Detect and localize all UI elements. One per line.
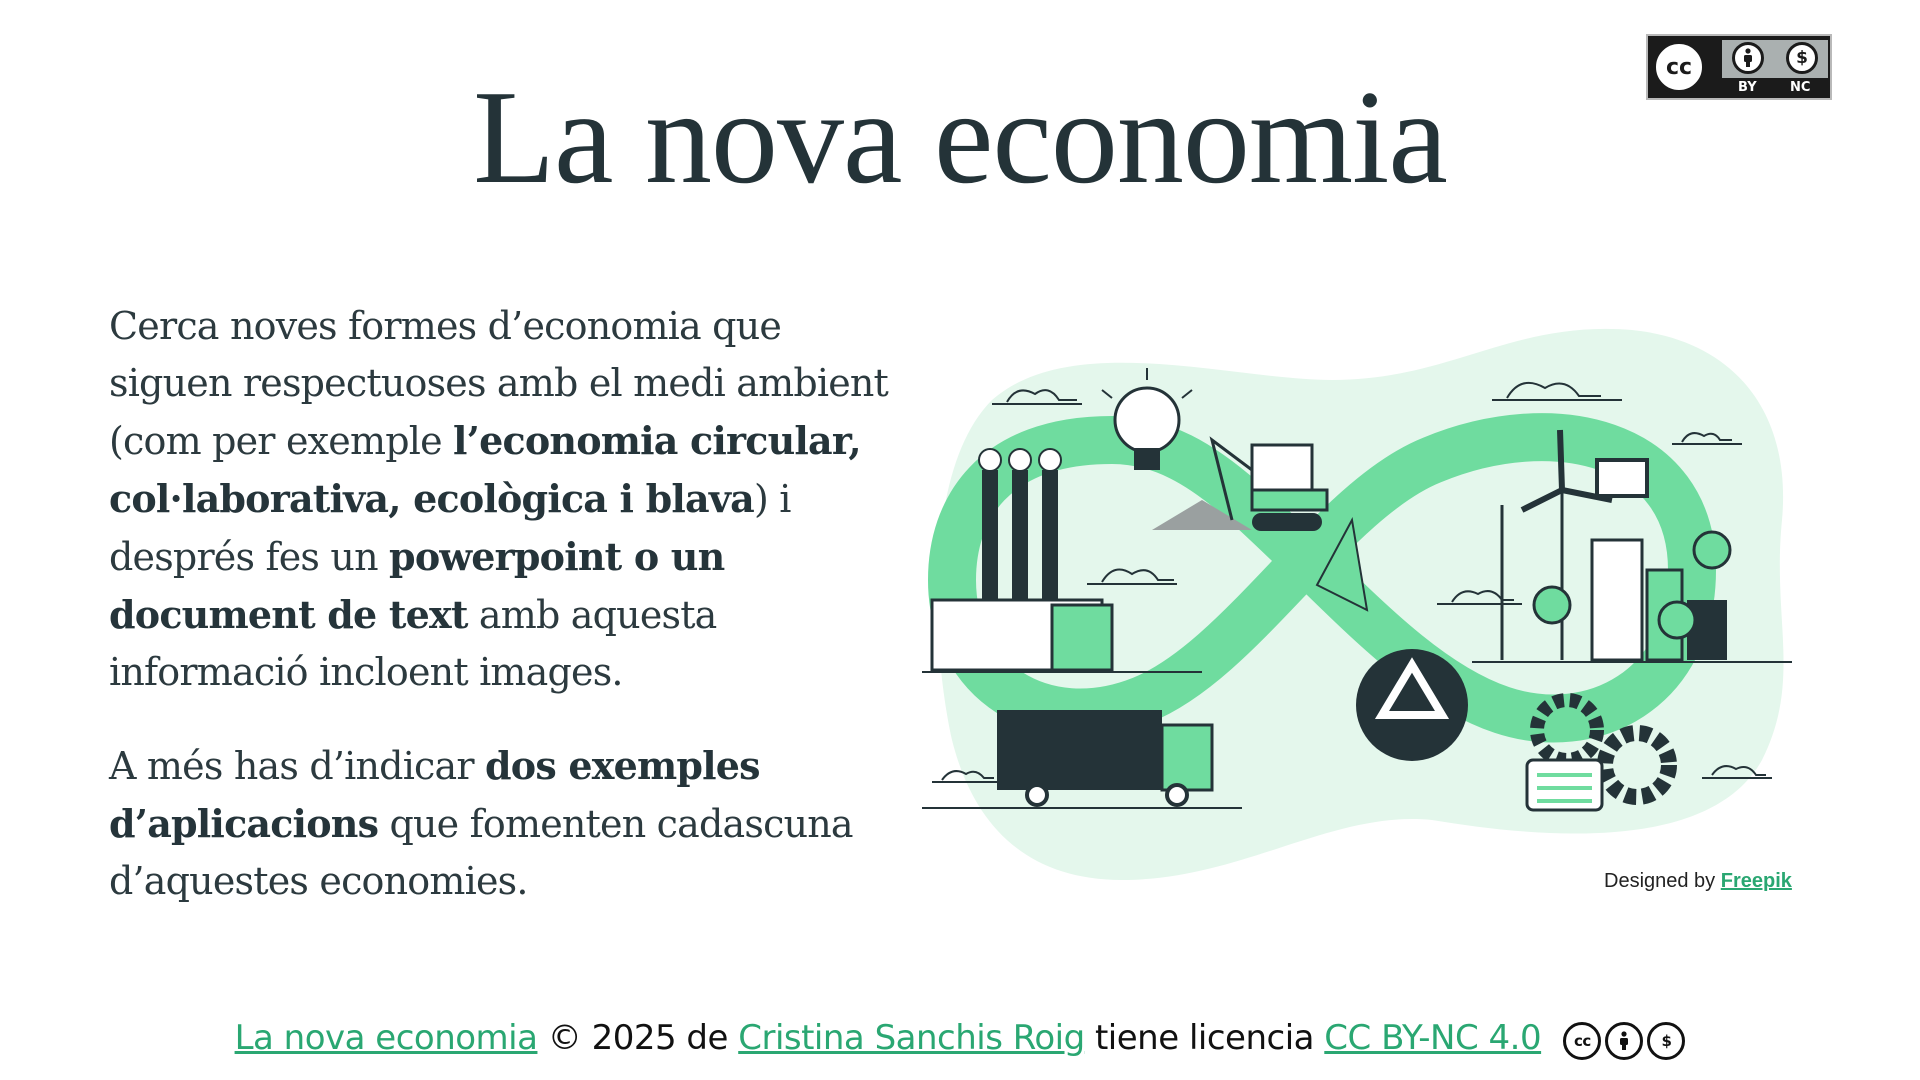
attribution-icon [1605, 1022, 1643, 1060]
work-title-link[interactable]: La nova economia [234, 1018, 538, 1058]
license-footer [0, 1018, 1920, 1060]
circular-economy-illustration [912, 320, 1812, 880]
p1-bold-1: l’economia circular, col·laborativa, ecològica i blava [109, 418, 861, 521]
page-title: La nova economia [473, 63, 1447, 211]
license-text: tiene licencia [1084, 1018, 1325, 1058]
paragraph-2 [109, 737, 909, 910]
author-link[interactable]: Cristina Sanchis Roig [738, 1018, 1085, 1058]
license-link[interactable]: CC BY-NC 4.0 [1324, 1018, 1542, 1058]
recycle-icon [1356, 649, 1468, 761]
license-icons [1559, 1019, 1685, 1060]
copyright-text: © 2025 de [537, 1018, 739, 1058]
creative-commons-icon: cc [1652, 40, 1706, 94]
p1-text-3: amb aquesta informació incloent images. [109, 593, 717, 694]
creative-commons-icon: cc [1563, 1022, 1601, 1060]
image-credit [1604, 870, 1792, 893]
p1-text-2: ) i després fes un [109, 477, 791, 579]
instructions [109, 298, 909, 946]
non-commercial-icon: $ [1647, 1022, 1685, 1060]
p1-bold-2: powerpoint o un document de text [109, 534, 725, 637]
paragraph-1 [109, 298, 909, 701]
freepik-link[interactable]: Freepik [1720, 870, 1792, 892]
license-badge[interactable] [1646, 34, 1832, 100]
non-commercial-icon: $ [1786, 42, 1818, 74]
p2-text-2: que fomenten cadascuna d’aquestes economies. [109, 802, 853, 903]
credit-prefix: Designed by [1604, 870, 1721, 892]
badge-nc-label: NC [1790, 80, 1811, 95]
p2-bold-1: dos exemples d’aplicacions [109, 743, 760, 846]
p2-text-1: A més has d’indicar [109, 744, 486, 788]
attribution-icon [1732, 42, 1764, 74]
p1-text-1: Cerca noves formes d’economia que siguen respectuoses amb el medi ambient (com per exemple [109, 304, 889, 463]
badge-by-label: BY [1738, 80, 1757, 95]
